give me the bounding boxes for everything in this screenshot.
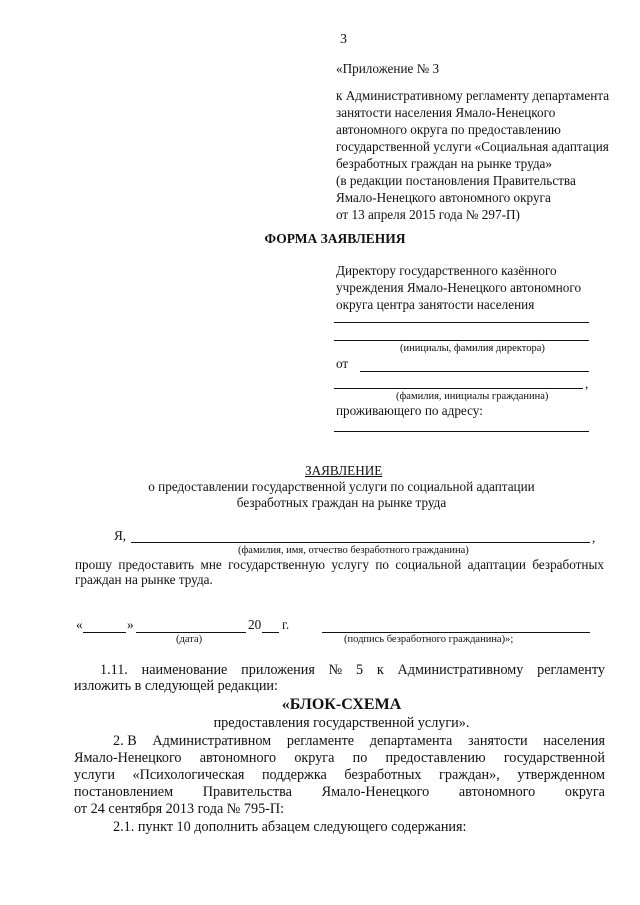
year-suffix: г. bbox=[282, 617, 290, 632]
item-word: регламенте bbox=[286, 733, 355, 749]
signature-caption: (подпись безработного гражданина)»; bbox=[344, 634, 514, 645]
item-word: предоставлению bbox=[385, 750, 486, 766]
citizen-blank-line[interactable] bbox=[334, 388, 583, 389]
request-word: социальной bbox=[395, 557, 462, 572]
director-blank-line-1[interactable] bbox=[334, 322, 589, 323]
date-year-blank[interactable] bbox=[262, 632, 279, 633]
request-word: предоставить bbox=[118, 557, 195, 572]
addressee-line: учреждения Ямало-Ненецкого автономного bbox=[336, 280, 582, 295]
request-word: безработных bbox=[532, 557, 604, 572]
item-word: населения bbox=[543, 733, 605, 749]
application-subtitle-2: безработных граждан на рынке труда bbox=[236, 495, 447, 510]
form-title: ФОРМА ЗАЯВЛЕНИЯ bbox=[264, 231, 406, 246]
item-word: 1.11. bbox=[100, 662, 128, 678]
item-word: приложения bbox=[241, 662, 315, 678]
item-word: автономного bbox=[458, 784, 536, 800]
annex-header bbox=[336, 60, 609, 223]
request-word: по bbox=[375, 557, 390, 572]
request-word: прошу bbox=[75, 557, 112, 572]
date-day-blank[interactable] bbox=[83, 632, 126, 633]
annex-line: (в редакции постановления Правительства bbox=[336, 173, 576, 188]
item-word: безработных bbox=[344, 767, 422, 783]
item-1-11-line-1 bbox=[100, 662, 605, 679]
item-word: постановлением bbox=[74, 784, 174, 800]
signature-blank[interactable] bbox=[322, 632, 590, 633]
annex-line: автономного округа по предоставлению bbox=[336, 122, 561, 137]
from-blank-line[interactable] bbox=[360, 371, 589, 372]
item-word: департамента bbox=[369, 733, 453, 749]
item-word: граждан», bbox=[439, 767, 500, 783]
date-close-quote: » bbox=[127, 617, 134, 632]
address-blank-line[interactable] bbox=[334, 431, 589, 432]
date-open-quote: « bbox=[76, 617, 83, 632]
ya-label: Я, bbox=[114, 528, 127, 543]
item-word: Ямало-Ненецкого bbox=[321, 784, 430, 800]
page-number: 3 bbox=[340, 32, 347, 47]
item-word: округа bbox=[294, 750, 335, 766]
addressee-line: Директору государственного казённого bbox=[336, 263, 557, 278]
address-label: проживающего по адресу: bbox=[336, 403, 483, 418]
annex-line: к Административному регламенту департамента bbox=[336, 88, 610, 103]
item-word: государственной bbox=[503, 750, 605, 766]
item-word: Административном bbox=[152, 733, 272, 749]
annex-line: «Приложение № 3 bbox=[336, 61, 440, 76]
fio-caption: (фамилия, имя, отчество безработного гражданина) bbox=[238, 545, 469, 556]
item-word: Ямало-Ненецкого bbox=[74, 750, 182, 766]
item-word: «Психологическая bbox=[132, 767, 245, 783]
request-word: услугу bbox=[331, 557, 369, 572]
citizen-line-comma: , bbox=[585, 376, 589, 391]
item-word: № bbox=[328, 662, 343, 678]
annex-line: занятости населения Ямало-Ненецкого bbox=[336, 105, 556, 120]
request-line-1 bbox=[75, 557, 604, 573]
item-word: Административному bbox=[397, 662, 524, 678]
citizen-caption: (фамилия, инициалы гражданина) bbox=[396, 391, 549, 402]
application-title: ЗАЯВЛЕНИЕ bbox=[305, 463, 383, 478]
annex-line: государственной услуги «Социальная адаптация bbox=[336, 139, 609, 154]
item-word: по bbox=[352, 750, 368, 766]
request-word: адаптации bbox=[467, 557, 526, 572]
request-line-2: граждан на рынке труда. bbox=[75, 572, 213, 587]
item-word: утвержденном bbox=[517, 767, 605, 783]
item-word: автономного bbox=[199, 750, 277, 766]
block-scheme-title: «БЛОК-СХЕМА bbox=[281, 696, 402, 713]
item-word: к bbox=[376, 662, 384, 678]
item-2-1: 2.1. пункт 10 дополнить абзацем следующего содержания: bbox=[113, 819, 467, 835]
date-month-blank[interactable] bbox=[136, 632, 246, 633]
item-word: округа bbox=[564, 784, 605, 800]
year-prefix: 20 bbox=[248, 617, 262, 632]
item-2-line-2 bbox=[74, 750, 605, 767]
item-word: занятости bbox=[467, 733, 528, 749]
director-caption: (инициалы, фамилия директора) bbox=[400, 343, 545, 354]
director-blank-line-2[interactable] bbox=[334, 340, 589, 341]
item-2-line-4 bbox=[74, 784, 605, 801]
item-word: услуги bbox=[74, 767, 115, 783]
item-word: наименование bbox=[141, 662, 228, 678]
item-2-line-1 bbox=[113, 733, 605, 750]
annex-line: от 13 апреля 2015 года № 297-П) bbox=[336, 207, 520, 222]
item-word: 2. В bbox=[113, 733, 137, 749]
from-label: от bbox=[336, 356, 349, 371]
fio-blank-line[interactable] bbox=[131, 542, 590, 543]
application-subtitle-1: о предоставлении государственной услуги по социальной адаптации bbox=[148, 479, 535, 494]
annex-line: безработных граждан на рынке труда» bbox=[336, 156, 553, 171]
item-2-line-3 bbox=[74, 767, 605, 784]
addressee-block bbox=[336, 262, 581, 313]
item-word: 5 bbox=[355, 662, 364, 678]
annex-line bbox=[336, 77, 609, 87]
addressee-line: округа центра занятости населения bbox=[336, 297, 535, 312]
item-1-11-line-2: изложить в следующей редакции: bbox=[74, 678, 278, 694]
date-caption: (дата) bbox=[176, 634, 203, 645]
annex-line: Ямало-Ненецкого автономного округа bbox=[336, 190, 551, 205]
fio-comma: , bbox=[592, 530, 596, 545]
item-2-line-5: от 24 сентября 2013 года № 795-П: bbox=[74, 801, 285, 817]
block-scheme-subtitle: предоставления государственной услуги». bbox=[213, 715, 470, 731]
item-word: Правительства bbox=[202, 784, 292, 800]
request-word: мне bbox=[200, 557, 222, 572]
request-word: государственную bbox=[228, 557, 325, 572]
item-word: поддержка bbox=[261, 767, 327, 783]
item-word: регламенту bbox=[537, 662, 605, 678]
